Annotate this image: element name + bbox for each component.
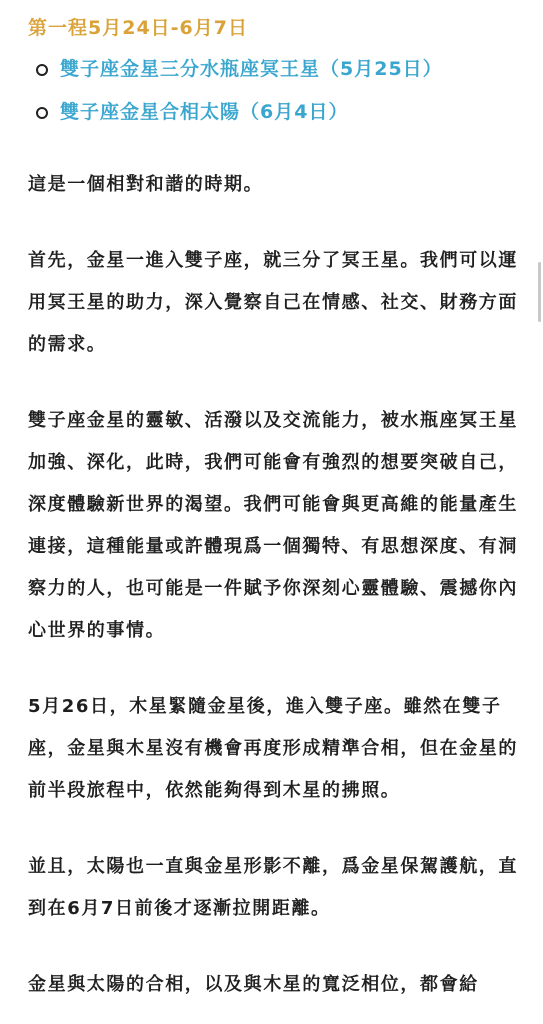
article-body — [28, 0, 520, 1006]
list-item — [28, 48, 520, 91]
paragraph-jupiter: 5月26日，木星緊隨金星後，進入雙子座。雖然在雙子座，金星與木星沒有機會再度形成精準合相，但在金星的前半段旅程中，依然能夠得到木星的拂照。 — [28, 696, 518, 801]
aspect-link-list — [28, 48, 520, 134]
list-item — [28, 91, 520, 134]
hollow-circle-bullet-icon — [36, 64, 48, 76]
aspect-link-venus-conjunct-sun[interactable]: 雙子座金星合相太陽（6月4日） — [60, 101, 349, 123]
scrollbar-thumb[interactable] — [538, 262, 541, 322]
hollow-circle-bullet-icon — [36, 107, 48, 119]
aspect-link-venus-trine-pluto[interactable]: 雙子座金星三分水瓶座冥王星（5月25日） — [60, 58, 443, 80]
paragraph-gemini-venus: 雙子座金星的靈敏、活潑以及交流能力，被水瓶座冥王星加強、深化，此時，我們可能會有強烈的想要突破自己，深度體驗新世界的渴望。我們可能會與更高維的能量產生連接，這種能量或許體現爲一個獨特、有思想深度、有洞察力的人，也可能是一件賦予你深刻心靈體驗、震撼你內心世界的事情。 — [28, 410, 518, 641]
paragraph-sun: 並且，太陽也一直與金星形影不離，爲金星保駕護航，直到在6月7日前後才逐漸拉開距離。 — [28, 856, 518, 919]
section-heading: 第一程5月24日-6月7日 — [28, 17, 248, 39]
paragraph-intro: 這是一個相對和諧的時期。 — [28, 174, 264, 195]
paragraph-conjunction: 金星與太陽的合相，以及與木星的寬泛相位，都會給 — [28, 974, 479, 995]
paragraph-pluto-trine: 首先，金星一進入雙子座，就三分了冥王星。我們可以運用冥王星的助力，深入覺察自己在情感、社交、財務方面的需求。 — [28, 250, 518, 355]
